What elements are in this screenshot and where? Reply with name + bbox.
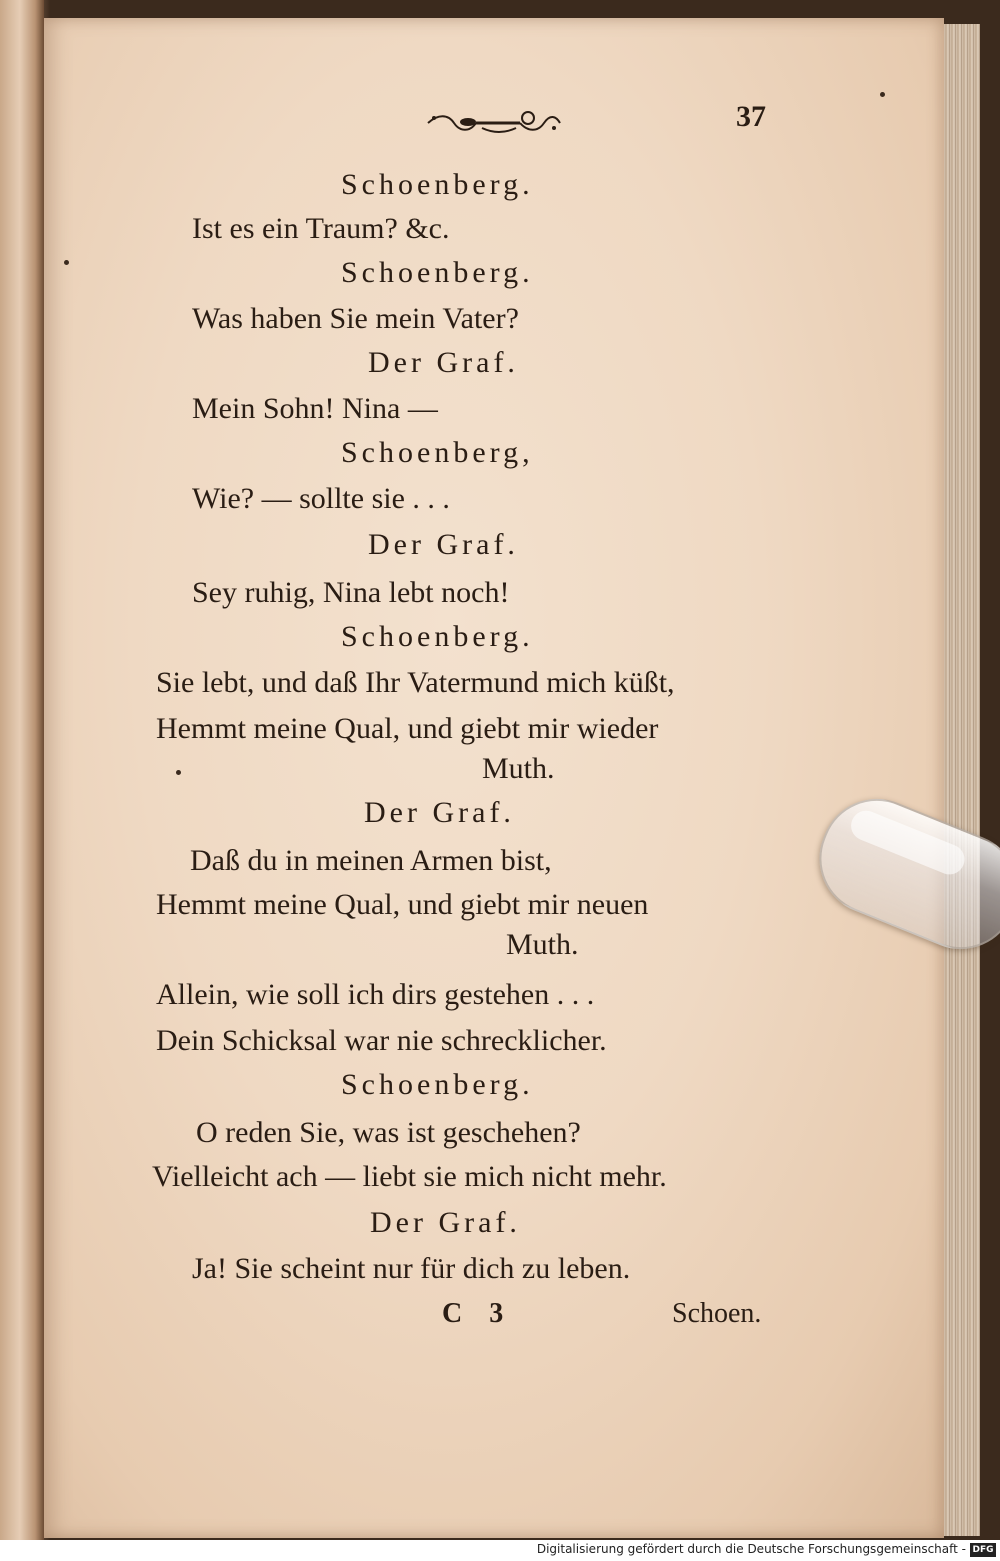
verse-line: Dein Schicksal war nie schrecklicher.	[156, 1024, 607, 1057]
speaker-heading: Schoenberg.	[341, 1068, 534, 1101]
speech-line: O reden Sie, was ist geschehen?	[196, 1116, 581, 1149]
speaker-heading: Der Graf.	[368, 346, 519, 379]
verse-line: Hemmt meine Qual, und giebt mir neuen	[156, 888, 649, 921]
book-page	[44, 18, 944, 1538]
speaker-heading: Schoenberg,	[341, 436, 534, 469]
speaker-heading: Schoenberg.	[341, 256, 534, 289]
catchword: Schoen.	[672, 1298, 762, 1329]
speech-line: Wie? — sollte sie . . .	[192, 482, 450, 515]
runover-line: Muth.	[482, 752, 555, 785]
previous-leaf-edge	[0, 0, 44, 1561]
footer-credit: Digitalisierung gefördert durch die Deutsche Forschungsgemeinschaft -	[536, 1542, 966, 1556]
speech-line: Mein Sohn! Nina —	[192, 392, 438, 425]
speech-line: Ja! Sie scheint nur für dich zu leben.	[192, 1252, 631, 1285]
runover-line: Muth.	[506, 928, 579, 961]
verse-line: Vielleicht ach — liebt sie mich nicht mehr.	[152, 1160, 667, 1193]
speech-line: Daß du in meinen Armen bist,	[190, 844, 552, 877]
verse-line: Allein, wie soll ich dirs gestehen . . .	[156, 978, 595, 1011]
dfg-logo-icon: DFG	[970, 1543, 996, 1557]
speaker-heading: Der Graf.	[370, 1206, 521, 1239]
ink-speck	[64, 260, 69, 265]
page-number: 37	[736, 100, 766, 133]
speech-line: Sey ruhig, Nina lebt noch!	[192, 576, 510, 609]
speech-line: Ist es ein Traum? &c.	[192, 212, 450, 245]
speech-line: Was haben Sie mein Vater?	[192, 302, 519, 335]
footer-band	[0, 1540, 1000, 1561]
speaker-heading: Schoenberg.	[341, 168, 534, 201]
speaker-heading: Schoenberg.	[341, 620, 534, 653]
verse-line: Hemmt meine Qual, und giebt mir wieder	[156, 712, 659, 745]
speaker-heading: Der Graf.	[364, 796, 515, 829]
vine-ornament-icon	[424, 106, 564, 140]
verse-line: Sie lebt, und daß Ihr Vatermund mich küßt,	[156, 666, 675, 699]
ink-speck	[176, 770, 181, 775]
ink-speck	[880, 92, 885, 97]
signature-mark: C 3	[442, 1298, 514, 1329]
speaker-heading: Der Graf.	[368, 528, 519, 561]
